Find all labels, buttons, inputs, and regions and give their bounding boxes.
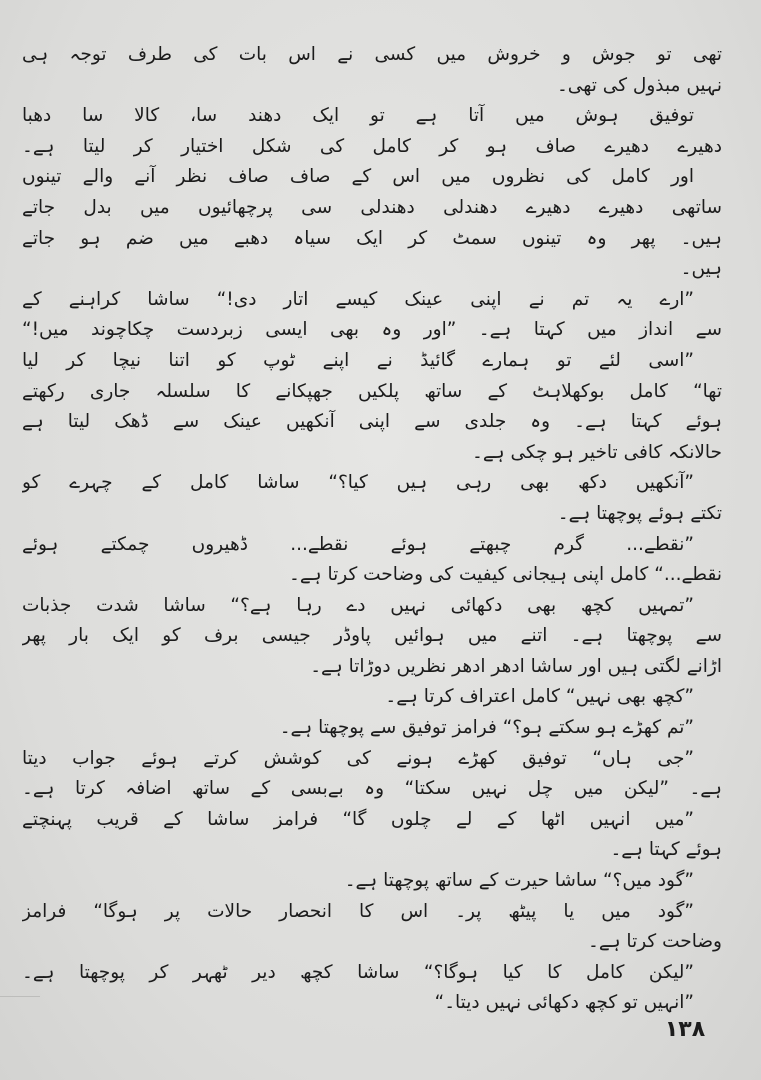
text-line: اور کامل کی نظروں میں اس کے صاف صاف نظر آنے والے تینوں [22, 166, 694, 188]
text-line: تھا“ کامل بوکھلاہٹ کے ساتھ پلکیں جھپکانے کا سلسلہ جاری رکھتے [22, 380, 722, 402]
text-line: ”ارے یہ تم نے اپنی عینک کیسے اتار دی!“ ساشا کراہنے کے [22, 288, 694, 310]
text-line: ”نقطے... گرم چبھتے ہوئے نقطے... ڈھیروں چمکتے ہوئے [22, 533, 694, 555]
text-line: توفیق ہوش میں آتا ہے تو ایک دھند سا، کالا سا دھبا [22, 105, 694, 127]
text-line: ہیں۔ پھر وہ تینوں سمٹ کر ایک سیاہ دھبے میں ضم ہو جاتے [22, 227, 722, 249]
text-line: سے انداز میں کہتا ہے۔ ”اور وہ بھی ایسی زبردست چکاچوند میں!“ [22, 319, 722, 341]
text-line: ہوئے کہتا ہے۔ [610, 839, 722, 861]
text-line: ”کچھ بھی نہیں“ کامل اعتراف کرتا ہے۔ [385, 686, 694, 708]
page-body-text [22, 40, 722, 1019]
text-line: ”آنکھیں دکھ بھی رہی ہیں کیا؟“ ساشا کامل کے چہرے کو [22, 472, 694, 494]
text-line: ”اسی لئے تو ہمارے گائیڈ نے اپنے ٹوپ کو اتنا نیچا کر لیا [22, 349, 694, 371]
page-edge-mark [0, 996, 40, 997]
text-line: نقطے...“ کامل اپنی ہیجانی کیفیت کی وضاحت کرتا ہے۔ [289, 564, 722, 586]
text-line: ”گود میں یا پیٹھ پر۔ اس کا انحصار حالات پر ہوگا“ فرامز [22, 900, 694, 922]
text-line: تکتے ہوئے پوچھتا ہے۔ [557, 502, 722, 524]
text-line: ”تم کھڑے ہو سکتے ہو؟“ فرامز توفیق سے پوچھتا ہے۔ [279, 717, 694, 739]
text-line: وضاحت کرتا ہے۔ [588, 931, 722, 953]
text-line: ”لیکن کامل کا کیا ہوگا؟“ ساشا کچھ دیر ٹھہر کر پوچھتا ہے۔ [22, 961, 694, 983]
text-line: سے پوچھتا ہے۔ اتنے میں ہوائیں پاوڈر جیسی برف کو ایک بار پھر [22, 625, 722, 647]
text-line: حالانکہ کافی تاخیر ہو چکی ہے۔ [472, 441, 722, 463]
text-line: ”تمہیں کچھ بھی دکھائی نہیں دے رہا ہے؟“ ساشا شدت جذبات [22, 594, 694, 616]
text-line: دھیرے دھیرے صاف ہو کر کامل کی شکل اختیار کر لیتا ہے۔ [22, 135, 722, 157]
text-line: اڑانے لگتی ہیں اور ساشا ادھر ادھر نظریں دوڑاتا ہے۔ [310, 655, 722, 677]
text-line: ساتھی دھیرے دھیرے دھندلی دھندلی سی پرچھائیوں میں بدل جاتے [22, 196, 722, 218]
text-line: ہے۔ ”لیکن میں چل نہیں سکتا“ وہ بےبسی کے ساتھ اضافہ کرتا ہے۔ [22, 778, 722, 800]
page-number: ۱۳۸ [664, 1017, 706, 1042]
text-line: ہیں۔ [680, 258, 722, 280]
text-line: ”جی ہاں“ توفیق کھڑے ہونے کی کوشش کرتے ہوئے جواب دیتا [22, 747, 694, 769]
text-line: ”گود میں؟“ ساشا حیرت کے ساتھ پوچھتا ہے۔ [344, 870, 694, 892]
text-line: تھی تو جوش و خروش میں کسی نے اس بات کی طرف توجہ ہی [22, 44, 722, 65]
text-line: نہیں مبذول کی تھی۔ [556, 74, 722, 96]
text-line: ہوئے کہتا ہے۔ وہ جلدی سے اپنی آنکھیں عینک سے ڈھک لیتا ہے [22, 411, 722, 433]
text-line: ”انہیں تو کچھ دکھائی نہیں دیتا۔“ [434, 992, 694, 1014]
text-line: ”میں انہیں اٹھا کے لے چلوں گا“ فرامز ساشا کے قریب پہنچتے [22, 808, 694, 830]
